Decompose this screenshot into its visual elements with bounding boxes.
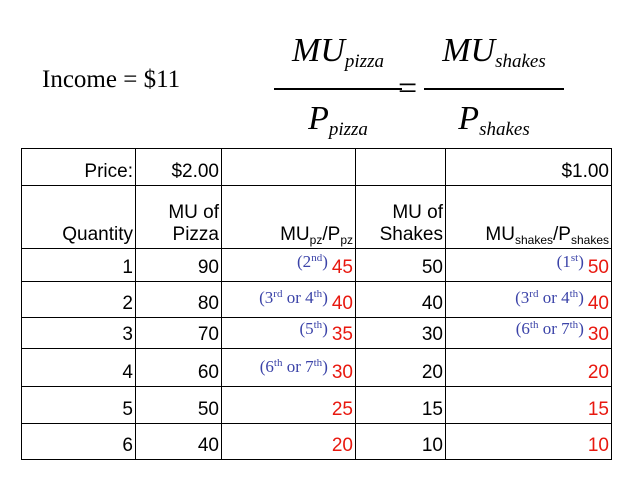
quantity-cell: 5 (22, 387, 136, 423)
utility-maximizing-rule (260, 26, 570, 146)
table-row (22, 282, 612, 317)
mu-per-price-pizza-cell: (5th) 35 (222, 317, 356, 348)
purchase-order-note: (1st) (556, 252, 584, 272)
mu-per-price-pizza-header: $MU_{pz}/P_{pz}$ (222, 186, 356, 249)
pizza-price: $2.00 (136, 149, 222, 186)
empty-cell (356, 149, 446, 186)
shakes-fraction-denominator: $P_{shakes}$ (458, 100, 530, 140)
quantity-cell: 6 (22, 423, 136, 459)
mu-per-price-shakes-header: $MU_{shakes}/P_{shakes}$ (446, 186, 612, 249)
equals-sign: = (398, 70, 418, 107)
table-row (22, 317, 612, 348)
mu-shakes-cell: 50 (356, 248, 446, 281)
mu-per-price-shakes-cell: 15 (446, 387, 612, 423)
table-row (22, 387, 612, 423)
mu-per-price-pizza-cell: (2nd) 45 (222, 248, 356, 281)
purchase-order-note: (5th) (299, 318, 328, 338)
purchase-order-note: (3rd or 4th) (515, 287, 584, 307)
quantity-header: Quantity (22, 186, 136, 249)
mu-pizza-cell: 90 (136, 248, 222, 281)
mu-pizza-cell: 70 (136, 317, 222, 348)
price-label: Price: (22, 149, 136, 186)
mu-shakes-header: MU of Shakes (356, 186, 446, 249)
mu-per-price-shakes-cell: 10 (446, 423, 612, 459)
income-label: Income = $11 (42, 66, 181, 93)
mu-pizza-cell: 50 (136, 387, 222, 423)
marginal-utility-table (21, 148, 612, 460)
purchase-order-note: (6th or 7th) (515, 318, 584, 338)
mu-per-price-shakes-cell: (1st) 50 (446, 248, 612, 281)
pizza-fraction-denominator: $P_{pizza}$ (308, 100, 368, 140)
mu-shakes-cell: 20 (356, 348, 446, 386)
mu-pizza-header: MU of Pizza (136, 186, 222, 249)
purchase-order-note: (3rd or 4th) (259, 287, 328, 307)
shakes-price: $1.00 (446, 149, 612, 186)
purchase-order-note: (6th or 7th) (259, 357, 328, 377)
mu-per-price-pizza-cell: 20 (222, 423, 356, 459)
pizza-fraction-bar (274, 88, 402, 90)
mu-shakes-cell: 15 (356, 387, 446, 423)
shakes-fraction-bar (424, 88, 564, 90)
quantity-cell: 1 (22, 248, 136, 281)
empty-cell (222, 149, 356, 186)
purchase-order-note: (2nd) (297, 252, 328, 272)
shakes-fraction-numerator: $MU_{shakes}$ (442, 32, 546, 72)
header-row (22, 186, 612, 249)
mu-per-price-pizza-cell: 25 (222, 387, 356, 423)
mu-per-price-shakes-cell: (3rd or 4th) 40 (446, 282, 612, 317)
mu-per-price-pizza-cell: (3rd or 4th) 40 (222, 282, 356, 317)
table-row (22, 348, 612, 386)
mu-per-price-pizza-cell: (6th or 7th) 30 (222, 348, 356, 386)
table-row (22, 423, 612, 459)
mu-pizza-cell: 60 (136, 348, 222, 386)
mu-shakes-cell: 30 (356, 317, 446, 348)
quantity-cell: 2 (22, 282, 136, 317)
mu-shakes-cell: 10 (356, 423, 446, 459)
quantity-cell: 4 (22, 348, 136, 386)
mu-pizza-cell: 80 (136, 282, 222, 317)
mu-shakes-cell: 40 (356, 282, 446, 317)
mu-per-price-shakes-cell: (6th or 7th) 30 (446, 317, 612, 348)
pizza-fraction-numerator: $MU_{pizza}$ (292, 32, 384, 72)
price-row (22, 149, 612, 186)
quantity-cell: 3 (22, 317, 136, 348)
table-row (22, 248, 612, 281)
mu-per-price-shakes-cell: 20 (446, 348, 612, 386)
mu-pizza-cell: 40 (136, 423, 222, 459)
